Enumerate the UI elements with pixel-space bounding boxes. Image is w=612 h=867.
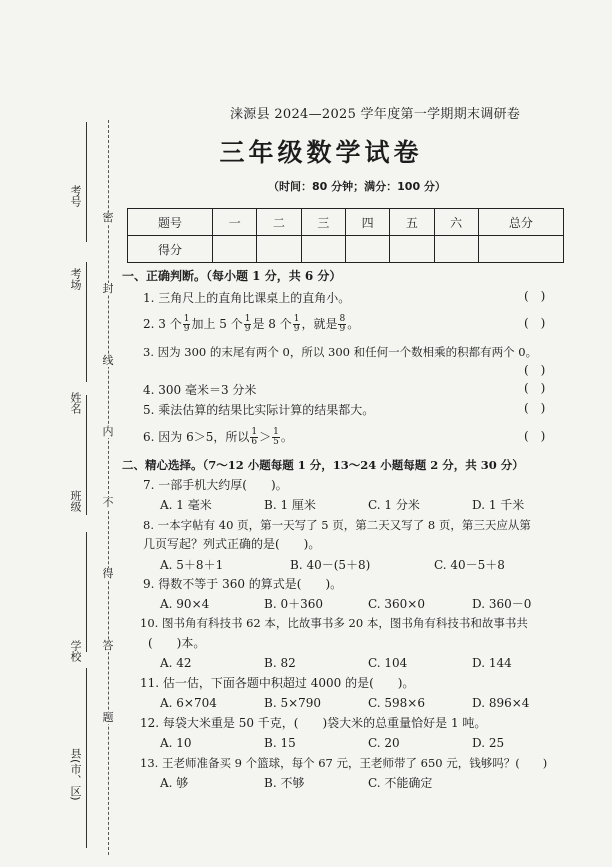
score-header-cell: 题号: [128, 209, 213, 236]
answer-paren-6[interactable]: (): [524, 429, 558, 443]
page-title: 三年级数学试卷: [219, 138, 423, 167]
fraction-one-fifth: $\frac{1}{5}$: [273, 427, 279, 447]
score-table: [127, 208, 564, 263]
question-3: 3. 因为 300 的末尾有两个 0，所以 300 和任何一个数相乘的积都有两个 0。: [143, 345, 538, 359]
answer-paren-3[interactable]: (): [524, 363, 558, 377]
binding-line-2: [86, 262, 87, 382]
name-label: 姓名: [69, 392, 82, 414]
score-header-cell: 总分: [478, 209, 563, 236]
score-header-cell: 四: [345, 209, 389, 236]
score-table-score-row: [128, 236, 564, 263]
q8-option-b[interactable]: B. 40－(5＋8): [290, 558, 371, 572]
exam-number-label: 考号: [69, 185, 82, 207]
q12-option-c[interactable]: C. 20: [368, 736, 400, 750]
q12-option-b[interactable]: B. 15: [264, 736, 296, 750]
score-header-cell: 六: [434, 209, 478, 236]
class-label: 班级: [69, 490, 82, 512]
q13-option-b[interactable]: B. 不够: [264, 776, 305, 790]
q12-option-d[interactable]: D. 25: [472, 736, 505, 750]
question-8-line-2: 几页写起？列式正确的是( )。: [143, 537, 321, 551]
q2-text-c: 是 8 个: [252, 317, 292, 331]
answer-paren-2[interactable]: (): [524, 316, 558, 330]
q9-option-d[interactable]: D. 360－0: [472, 597, 532, 611]
q7-option-d[interactable]: D. 1 千米: [472, 498, 525, 512]
score-row-label: 得分: [128, 236, 213, 263]
score-header-cell: 三: [301, 209, 345, 236]
q11-option-d[interactable]: D. 896×4: [472, 696, 530, 710]
exam-name: 涞源县 2024—2025 学年度第一学期期末调研卷: [230, 107, 521, 122]
fraction-one-sixth: $\frac{1}{6}$: [251, 427, 258, 447]
question-4: 4. 300 毫米＝3 分米: [143, 383, 257, 397]
q7-option-b[interactable]: B. 1 厘米: [264, 498, 316, 512]
question-10-line-1: 10. 图书角有科技书 62 本，比故事书多 20 本，图书角有科技书和故事书共: [140, 616, 528, 630]
score-header-cell: 五: [390, 209, 434, 236]
school-label: 学校: [69, 640, 82, 662]
score-header-cell: 一: [213, 209, 257, 236]
fraction-one-ninth: $\frac{1}{9}$: [183, 314, 190, 334]
seal-char-feng: 封: [102, 282, 114, 295]
q13-option-a[interactable]: A. 够: [160, 776, 189, 790]
q8-option-a[interactable]: A. 5＋8＋1: [160, 558, 224, 572]
q10-option-a[interactable]: A. 42: [160, 656, 192, 670]
seal-char-bu: 不: [102, 496, 114, 509]
seal-char-mi: 密: [102, 211, 114, 224]
question-8-line-1: 8. 一本字帖有 40 页，第一天写了 5 页，第二天又写了 8 页，第三天应从第: [143, 518, 531, 532]
score-header-cell: 二: [257, 209, 301, 236]
score-cell[interactable]: [390, 236, 434, 263]
seal-char-nei: 内: [102, 425, 114, 438]
seal-char-da: 答: [102, 639, 114, 652]
binding-line-5: [86, 668, 87, 848]
q7-option-c[interactable]: C. 1 分米: [368, 498, 420, 512]
answer-paren-5[interactable]: (): [524, 401, 558, 415]
q2-text-d: ，就是: [301, 317, 338, 331]
q10-option-b[interactable]: B. 82: [264, 656, 296, 670]
section2-heading: 二、精心选择。（7～12 小题每题 1 分，13～24 小题每题 2 分，共 30 分）: [122, 458, 524, 472]
question-5: 5. 乘法估算的结果比实际计算的结果都大。: [143, 403, 375, 417]
fraction-one-ninth: $\frac{1}{9}$: [244, 314, 251, 334]
answer-paren-1[interactable]: (): [524, 289, 558, 303]
q11-option-c[interactable]: C. 598×6: [368, 696, 425, 710]
q10-option-d[interactable]: D. 144: [472, 656, 512, 670]
q12-option-a[interactable]: A. 10: [160, 736, 192, 750]
answer-paren-4[interactable]: (): [524, 381, 558, 395]
binding-line-4: [86, 532, 87, 652]
seal-char-de: 得: [102, 567, 114, 580]
q2-text-b: 加上 5 个: [191, 317, 243, 331]
question-6: [143, 425, 293, 449]
q13-option-c[interactable]: C. 不能确定: [368, 776, 433, 790]
q11-option-a[interactable]: A. 6×704: [160, 696, 217, 710]
q6-text-a: 6. 因为 6＞5，所以: [143, 430, 250, 444]
score-cell[interactable]: [257, 236, 301, 263]
q9-option-a[interactable]: A. 90×4: [160, 597, 210, 611]
exam-time-score: （时间：80 分钟；满分：100 分）: [268, 180, 446, 193]
exam-room-label: 考场: [69, 268, 82, 290]
binding-line-3: [86, 395, 87, 515]
fraction-one-ninth: $\frac{1}{9}$: [293, 314, 300, 334]
score-cell[interactable]: [301, 236, 345, 263]
seal-char-ti: 题: [102, 711, 114, 724]
question-7: 7. 一部手机大约厚( )。: [143, 478, 288, 492]
score-cell[interactable]: [345, 236, 389, 263]
question-9: 9. 得数不等于 360 的算式是( )。: [143, 577, 343, 591]
score-table-header-row: [128, 209, 564, 236]
score-cell[interactable]: [478, 236, 563, 263]
question-13: 13. 王老师准备买 9 个篮球，每个 67 元，王老师带了 650 元，钱够吗？( ): [140, 756, 548, 770]
county-label: 县(市、区): [69, 748, 82, 801]
question-11: 11. 估一估，下面各题中积超过 4000 的是( )。: [140, 676, 415, 690]
q2-text-a: 2. 3 个: [143, 317, 182, 331]
q6-text-end: 。: [280, 430, 293, 444]
q8-option-c[interactable]: C. 40－5＋8: [434, 558, 505, 572]
question-2: [143, 312, 359, 336]
q10-option-c[interactable]: C. 104: [368, 656, 408, 670]
q2-text-e: 。: [347, 317, 360, 331]
score-cell[interactable]: [434, 236, 478, 263]
seal-dashed-line: [108, 120, 109, 855]
seal-char-xian: 线: [102, 354, 114, 367]
score-cell[interactable]: [213, 236, 257, 263]
q9-option-c[interactable]: C. 360×0: [368, 597, 425, 611]
q11-option-b[interactable]: B. 5×790: [264, 696, 322, 710]
question-12: 12. 每袋大米重是 50 千克，( )袋大米的总重量恰好是 1 吨。: [140, 716, 487, 730]
question-1: 1. 三角尺上的直角比课桌上的直角小。: [143, 291, 351, 305]
q6-gt: ＞: [259, 430, 272, 444]
q9-option-b[interactable]: B. 0＋360: [264, 597, 323, 611]
fraction-eight-ninths: $\frac{8}{9}$: [339, 314, 346, 334]
q7-option-a[interactable]: A. 1 毫米: [160, 498, 212, 512]
section1-heading: 一、正确判断。（每小题 1 分，共 6 分）: [122, 269, 342, 283]
question-10-line-2: ( )本。: [148, 636, 206, 650]
